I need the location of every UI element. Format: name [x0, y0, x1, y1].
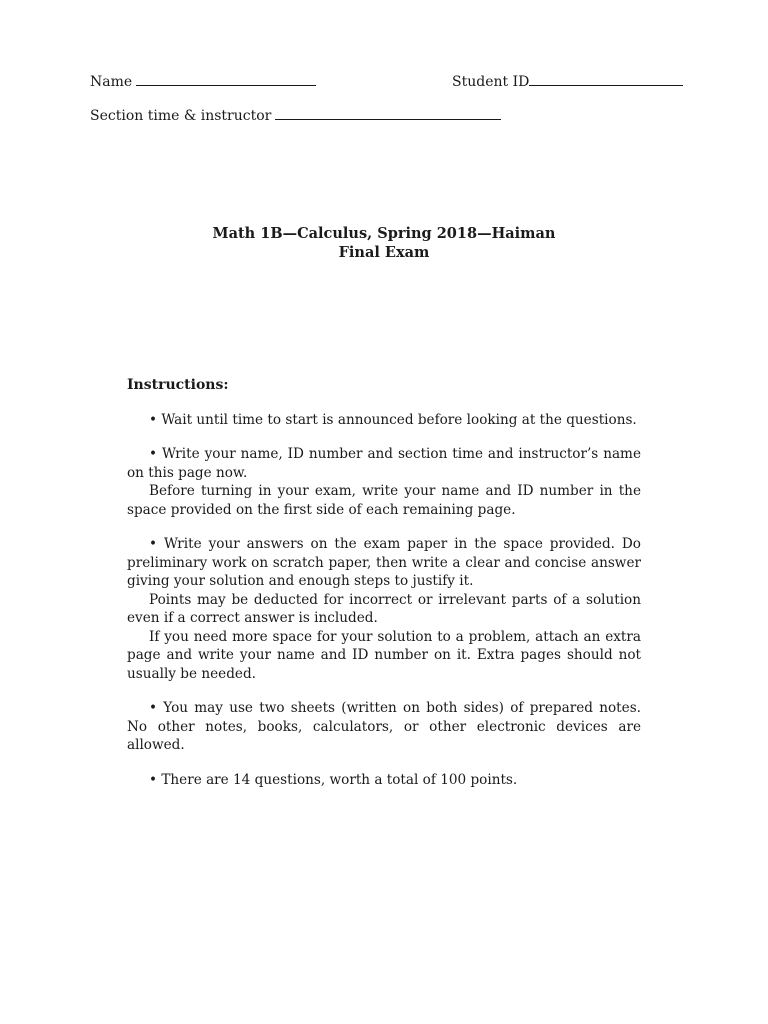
instructions-section	[127, 376, 641, 805]
student-id-label: Student ID	[452, 74, 530, 90]
instruction-block-2	[127, 445, 641, 519]
exam-title-line1: Math 1B—Calculus, Spring 2018—Haiman	[212, 225, 556, 242]
name-field	[90, 71, 316, 91]
instruction-block-5	[127, 771, 641, 790]
instructions-heading: Instructions:	[127, 377, 229, 393]
name-blank-line	[136, 71, 316, 86]
section-blank-line	[275, 105, 501, 120]
instruction-block-1	[127, 411, 641, 430]
instruction-item: • Wait until time to start is announced before looking at the questions.	[149, 411, 637, 428]
instruction-item: Before turning in your exam, write your name and ID number in the space provided on the first side of each remaining page.	[127, 483, 641, 518]
exam-title-line2: Final Exam	[338, 244, 430, 261]
instruction-item: • Write your name, ID number and section time and instructor’s name on this page now.	[127, 446, 641, 481]
instruction-block-3	[127, 535, 641, 683]
instruction-item: • There are 14 questions, worth a total of 100 points.	[149, 771, 518, 788]
student-id-field	[452, 71, 683, 91]
instruction-item: If you need more space for your solution to a problem, attach an extra page and write your name and ID number on it. Extra pages should not usually be needed.	[127, 628, 641, 682]
section-label: Section time & instructor	[90, 108, 272, 124]
instruction-item: • You may use two sheets (written on both sides) of prepared notes. No other notes, books, calculators, or other electronic devices are allowed.	[127, 700, 641, 753]
instruction-block-4	[127, 699, 641, 755]
name-label: Name	[90, 74, 133, 90]
student-id-blank-line	[529, 71, 683, 86]
section-field	[90, 105, 501, 125]
instruction-item: • Write your answers on the exam paper in the space provided. Do preliminary work on scratch paper, then write a clear and concise answer giving your solution and enough steps to justify it.	[127, 536, 641, 589]
instruction-item: Points may be deducted for incorrect or irrelevant parts of a solution even if a correct answer is included.	[127, 591, 641, 626]
exam-title	[0, 224, 768, 262]
